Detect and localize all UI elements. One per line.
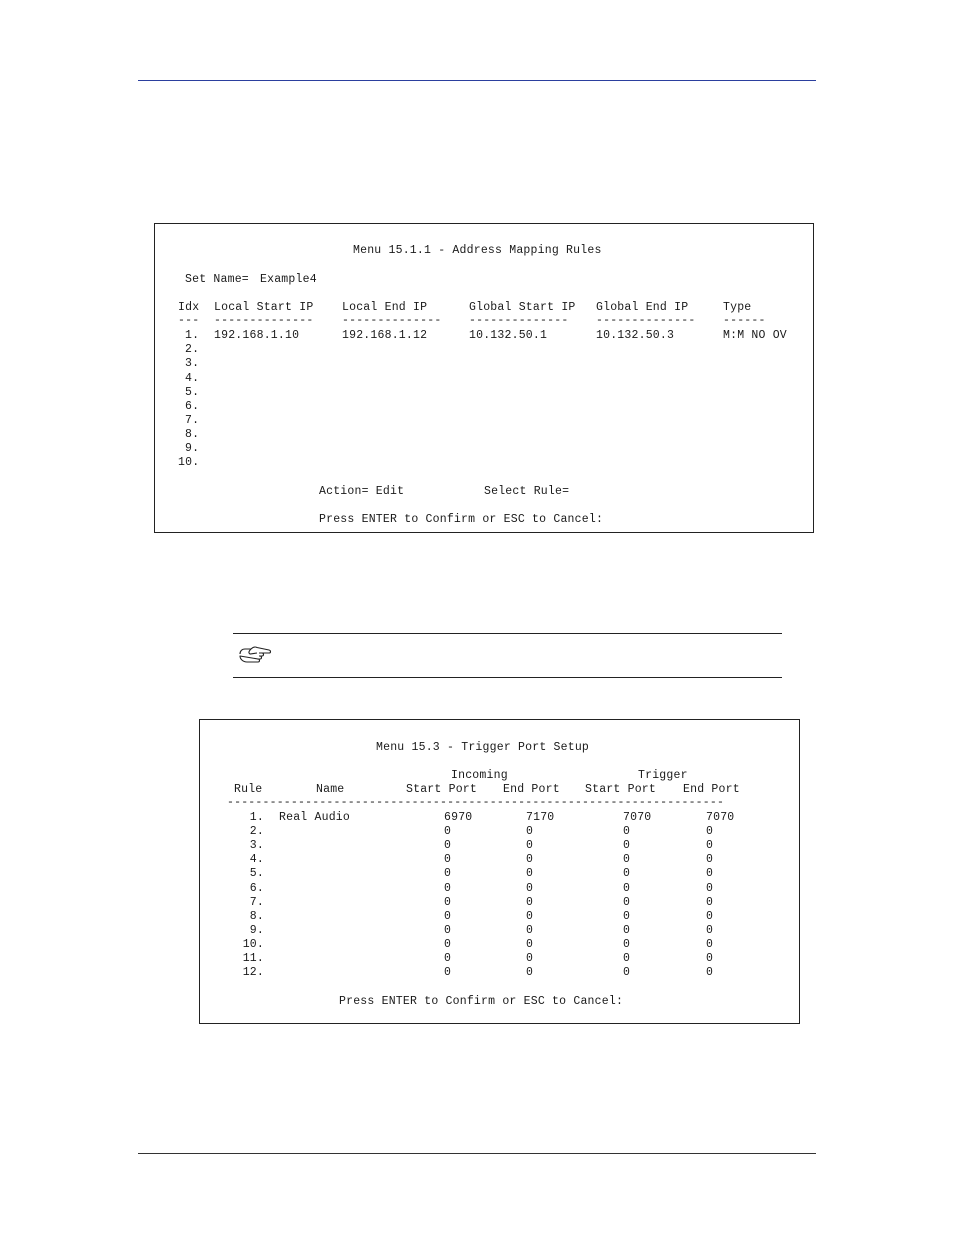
header-rule: [138, 80, 816, 81]
menu-title: Menu 15.1.1 - Address Mapping Rules: [353, 244, 602, 257]
table-row[interactable]: 8.: [185, 428, 200, 441]
row-trigger-end-port: 0: [706, 909, 714, 923]
menu-title: Menu 15.3 - Trigger Port Setup: [376, 741, 590, 754]
group-incoming: Incoming: [451, 769, 508, 782]
table-row[interactable]: 2.: [185, 343, 200, 356]
row-trigger-end-port: 0: [706, 937, 714, 951]
row-incoming-end-port: 0: [526, 853, 534, 867]
row-trigger-end-port: 0: [706, 853, 714, 867]
row-incoming-end-port: 0: [526, 966, 534, 980]
row-rule-number: 12.: [242, 966, 264, 980]
header-type: Type: [723, 301, 752, 314]
set-name-label: Set Name=: [185, 273, 249, 286]
table-row[interactable]: 4.: [185, 372, 200, 385]
confirm-prompt: Press ENTER to Confirm or ESC to Cancel:: [339, 995, 624, 1008]
row-global-end-ip: 10.132.50.3: [596, 329, 675, 342]
row-rule-number: 1.: [249, 811, 264, 824]
row-trigger-end-port: 0: [706, 923, 714, 937]
row-rule-number: 11.: [242, 952, 264, 965]
row-trigger-start-port: 0: [623, 909, 631, 923]
row-incoming-start-port: 0: [444, 966, 452, 980]
row-trigger-end-port: 0: [706, 952, 714, 965]
row-rule-number: 8.: [249, 909, 264, 923]
row-trigger-end-port: 0: [706, 867, 714, 881]
row-idx: 1.: [185, 329, 200, 342]
row-trigger-start-port: 0: [623, 881, 631, 895]
row-trigger-end-port: 0: [706, 881, 714, 895]
header-trigger-end-port: End Port: [683, 783, 740, 796]
header-separator: ----------------------------------------------------------------------: [227, 796, 725, 809]
header-idx: Idx: [178, 301, 200, 314]
row-trigger-start-port: 0: [623, 966, 631, 980]
action-field[interactable]: Action= Edit: [319, 485, 405, 498]
row-trigger-end-port: 0: [706, 966, 714, 980]
row-incoming-end-port: 0: [526, 937, 534, 951]
underline-type: ------: [723, 314, 766, 327]
header-global-start-ip: Global Start IP: [469, 301, 576, 314]
header-incoming-start-port: Start Port: [406, 783, 478, 796]
address-mapping-rules-screen: [154, 223, 814, 533]
underline-local-end-ip: --------------: [342, 314, 442, 327]
note-bottom-rule: [233, 677, 782, 678]
header-global-end-ip: Global End IP: [596, 301, 689, 314]
header-local-end-ip: Local End IP: [342, 301, 428, 314]
row-incoming-start-port: 0: [444, 881, 452, 895]
row-trigger-end-port: 0: [706, 825, 714, 839]
row-rule-number: 10.: [242, 937, 264, 951]
row-incoming-end-port: 0: [526, 909, 534, 923]
group-trigger: Trigger: [638, 769, 688, 782]
row-rule-number: 3.: [249, 839, 264, 853]
select-rule-field[interactable]: Select Rule=: [484, 485, 570, 498]
row-trigger-end-port: 7070: [706, 811, 735, 824]
row-incoming-end-port: 0: [526, 839, 534, 853]
row-incoming-end-port: 0: [526, 881, 534, 895]
table-row[interactable]: 9.: [185, 442, 200, 455]
header-incoming-end-port: End Port: [503, 783, 560, 796]
row-trigger-start-port: 0: [623, 895, 631, 909]
header-rule: Rule: [234, 783, 263, 796]
row-trigger-start-port: 0: [623, 867, 631, 881]
row-type: M:M NO OV: [723, 329, 787, 342]
row-trigger-start-port: 0: [623, 937, 631, 951]
row-rule-number: 6.: [249, 881, 264, 895]
row-incoming-end-port: 7170: [526, 811, 555, 824]
underline-local-start-ip: --------------: [214, 314, 314, 327]
set-name-field[interactable]: Example4: [260, 273, 317, 286]
row-trigger-end-port: 0: [706, 839, 714, 853]
row-incoming-start-port: 0: [444, 853, 452, 867]
row-rule-number: 9.: [249, 923, 264, 937]
row-incoming-end-port: 0: [526, 867, 534, 881]
note-top-rule: [233, 633, 782, 634]
row-trigger-start-port: 0: [623, 923, 631, 937]
underline-idx: ---: [178, 314, 200, 327]
row-local-start-ip: 192.168.1.10: [214, 329, 300, 342]
row-rule-number: 5.: [249, 867, 264, 881]
row-incoming-end-port: 0: [526, 895, 534, 909]
pointing-hand-icon: [238, 645, 272, 667]
row-trigger-start-port: 0: [623, 825, 631, 839]
header-name: Name: [316, 783, 345, 796]
row-incoming-start-port: 0: [444, 867, 452, 881]
row-trigger-start-port: 0: [623, 839, 631, 853]
row-rule-number: 4.: [249, 853, 264, 867]
trigger-port-setup-screen: [199, 719, 800, 1024]
row-incoming-start-port: 0: [444, 937, 452, 951]
row-incoming-start-port: 0: [444, 895, 452, 909]
row-trigger-start-port: 0: [623, 952, 631, 965]
header-trigger-start-port: Start Port: [585, 783, 657, 796]
table-row[interactable]: 5.: [185, 386, 200, 399]
underline-global-start-ip: --------------: [469, 314, 569, 327]
row-rule-number: 2.: [249, 825, 264, 839]
row-incoming-start-port: 6970: [444, 811, 473, 824]
row-incoming-end-port: 0: [526, 825, 534, 839]
row-trigger-start-port: 7070: [623, 811, 652, 824]
table-row[interactable]: 7.: [185, 414, 200, 427]
row-incoming-start-port: 0: [444, 909, 452, 923]
footer-rule: [138, 1153, 816, 1154]
row-name: Real Audio: [279, 811, 351, 824]
row-incoming-start-port: 0: [444, 952, 452, 965]
table-row[interactable]: 3.: [185, 357, 200, 370]
table-row[interactable]: 6.: [185, 400, 200, 413]
row-trigger-start-port: 0: [623, 853, 631, 867]
row-incoming-end-port: 0: [526, 923, 534, 937]
row-rule-number: 7.: [249, 895, 264, 909]
row-incoming-end-port: 0: [526, 952, 534, 965]
row-global-start-ip: 10.132.50.1: [469, 329, 548, 342]
row-local-end-ip: 192.168.1.12: [342, 329, 428, 342]
header-local-start-ip: Local Start IP: [214, 301, 314, 314]
confirm-prompt: Press ENTER to Confirm or ESC to Cancel:: [319, 513, 604, 526]
row-incoming-start-port: 0: [444, 825, 452, 839]
row-incoming-start-port: 0: [444, 923, 452, 937]
row-trigger-end-port: 0: [706, 895, 714, 909]
row-incoming-start-port: 0: [444, 839, 452, 853]
underline-global-end-ip: --------------: [596, 314, 696, 327]
table-row[interactable]: 10.: [178, 456, 200, 469]
